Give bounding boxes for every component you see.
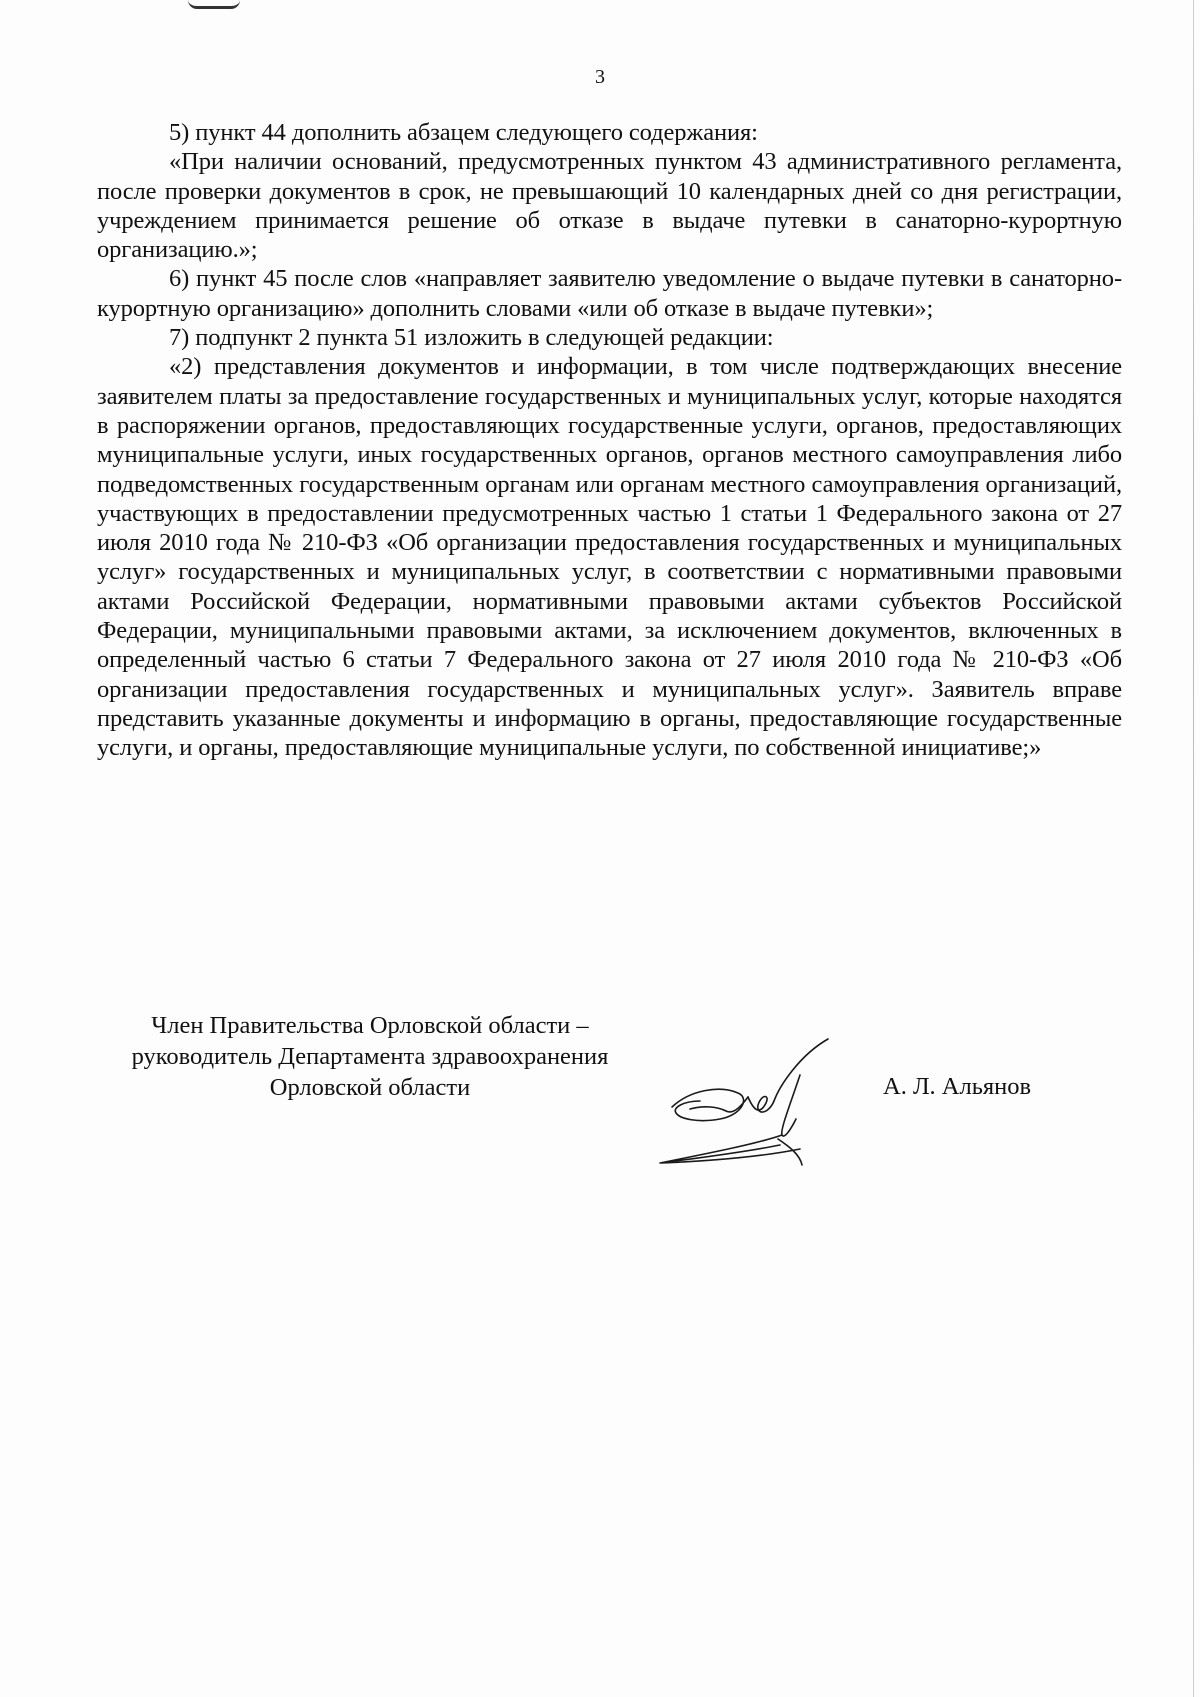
paragraph-item-5: 5) пункт 44 дополнить абзацем следующего содержания: [169,119,758,146]
position-line-2: руководитель Департамента здравоохранения [131,1043,609,1070]
paragraph-item-7-text: «2) представления документов и информации, в том числе подтверждающих внесение заявителем платы за предоставление государственных и муниципальных услуг, которые находятся в распоряжении органов, предоставляющих государственные услуги, органов, предоставляющих муниципальные услуги, иных государственных органов, органов местного самоуправления либо подведомственных государственным органам или органам местного самоуправления организаций, участвующих в предоставлении предусмотренных частью 1 статьи 1 Федерального закона от 27 июля 2010 года № 210-ФЗ «Об организации предоставления государственных и муниципальных услуг» государственных и муниципальных услуг, в соответствии с нормативными правовыми актами Российской Федерации, нормативными правовыми актами субъектов Российской Федерации, муниципальными правовыми актами, за исключением документов, включенных в определенный частью 6 статьи 7 Федерального закона от 27 июля 2010 года № 210-ФЗ «Об организации предоставления государственных и муниципальных услуг». Заявитель вправе представить указанные документы и информацию в органы, предоставляющие государственные услуги, и органы, предоставляющие муниципальные услуги, по собственной инициативе;» [97,353,1122,762]
paragraph-item-6: 6) пункт 45 после слов «направляет заявителю уведомление о выдаче путевки в санаторно-курортную организацию» дополнить словами «или об отказе в выдаче путевки»; [97,265,1122,322]
scan-edge-line [1193,0,1194,1697]
signatory-name: А. Л. Альянов [883,1073,1032,1100]
page-number: 3 [595,66,605,88]
paragraph-item-5-text: «При наличии оснований, предусмотренных пунктом 43 административного регламента, после проверки документов в срок, не превышающий 10 календарных дней со дня регистрации, учреждением принимается решение об отказе в выдаче путевки в санаторно-курортную организацию.»; [97,148,1122,264]
handwritten-signature [650,1035,880,1175]
document-body [97,118,1122,763]
paragraph-item-7: 7) подпункт 2 пункта 51 изложить в следующей редакции: [169,324,774,352]
signatory-position [90,1010,650,1103]
scan-artifact-mark [188,0,240,9]
position-line-1: Член Правительства Орловской области – [151,1012,589,1039]
position-line-3: Орловской области [269,1074,471,1101]
